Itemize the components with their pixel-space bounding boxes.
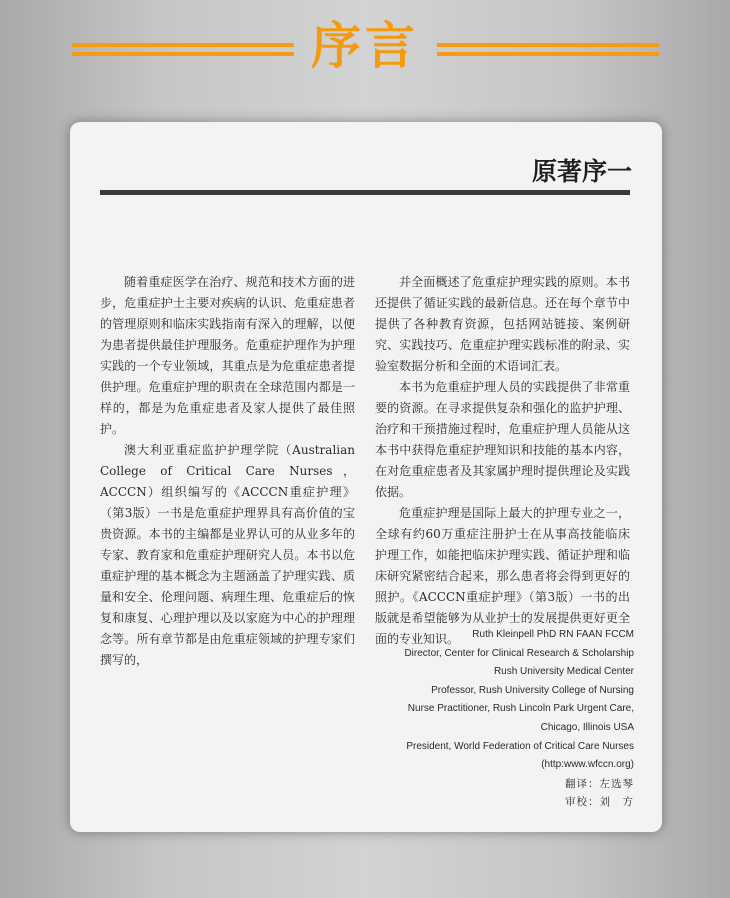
paragraph: 危重症护理是国际上最大的护理专业之一，全球有约60万重症注册护士在从事高技能临床护理工作，如能把临床护理实践、循证护理和临床研究紧密结合起来，那么患者将会得到更好的照护。《ACCCN重症护理》（第3版）一书的出版就是希望能够为从业护士的发展提供更好更全面的专业知识。 xyxy=(375,506,630,646)
right-column xyxy=(375,272,630,650)
author-title: Nurse Practitioner, Rush Lincoln Park Urgent Care, xyxy=(407,703,634,715)
decorative-line xyxy=(72,52,294,56)
paragraph: 随着重症医学在治疗、规范和技术方面的进步，危重症护士主要对疾病的认识、危重症患者的管理原则和临床实践指南有深入的理解，以便为患者提供最佳护理服务。危重症护理作为护理实践的一个专业领域，其重点是为危重症患者提供护理。危重症护理的职责在全球范围内都是一样的，都是为危重症患者及家人提供了最佳照护。 xyxy=(100,275,355,436)
reviewer-credit: 审校：刘 方 xyxy=(565,796,634,809)
page-header xyxy=(0,0,730,100)
author-title: Chicago, Illinois USA xyxy=(540,721,634,733)
author-website: (http:www.wfccn.org) xyxy=(541,759,634,771)
author-title: Rush University Medical Center xyxy=(493,666,634,678)
translator-credit: 翻译：左选琴 xyxy=(565,777,634,790)
left-column xyxy=(100,272,355,671)
section-title: 原著序一 xyxy=(531,157,632,186)
title-divider xyxy=(100,190,630,195)
author-title: Professor, Rush University College of Nursing xyxy=(431,684,634,696)
author-name: Ruth Kleinpell PhD RN FAAN FCCM xyxy=(472,629,634,640)
decorative-line xyxy=(72,43,294,47)
paragraph: 本书为危重症护理人员的实践提供了非常重要的资源。在寻求提供复杂和强化的监护护理、治疗和干预措施过程时，危重症护理人员能从这本书中获得危重症护理知识和技能的基本内容，在对危重症患者及其家属护理时提供理论及实践依据。 xyxy=(375,380,630,499)
author-signature xyxy=(404,626,634,812)
paragraph: 并全面概述了危重症护理实践的原则。本书还提供了循证实践的最新信息。还在每个章节中提供了各种教育资源，包括网站链接、案例研究、实践技巧、危重症护理实践标准的附录、实验室数据分析和全面的术语词汇表。 xyxy=(375,275,630,373)
author-title: President, World Federation of Critical Care Nurses xyxy=(406,740,634,752)
decorative-line xyxy=(437,43,659,47)
page-title: 序言 xyxy=(311,17,419,75)
decorative-line xyxy=(437,52,659,56)
author-title: Director, Center for Clinical Research & Scholarship xyxy=(404,647,634,659)
paragraph: 澳大利亚重症监护护理学院（Australian College of Critical Care Nurses，ACCCN）组织编写的《ACCCN重症护理》（第3版）一书是危重症护理界具有高价值的宝贵资源。本书的主编都是业界认可的从业多年的专家、教育家和危重症护理研究人员。本书以危重症护理的基本概念为主题涵盖了护理实践、质量和安全、伦理问题、病理生理、危重症后的恢复和康复、心理护理以及以家庭为中心的护理理念等。所有章节都是由危重症领域的护理专家们撰写的， xyxy=(100,443,355,667)
preface-card xyxy=(70,122,662,832)
